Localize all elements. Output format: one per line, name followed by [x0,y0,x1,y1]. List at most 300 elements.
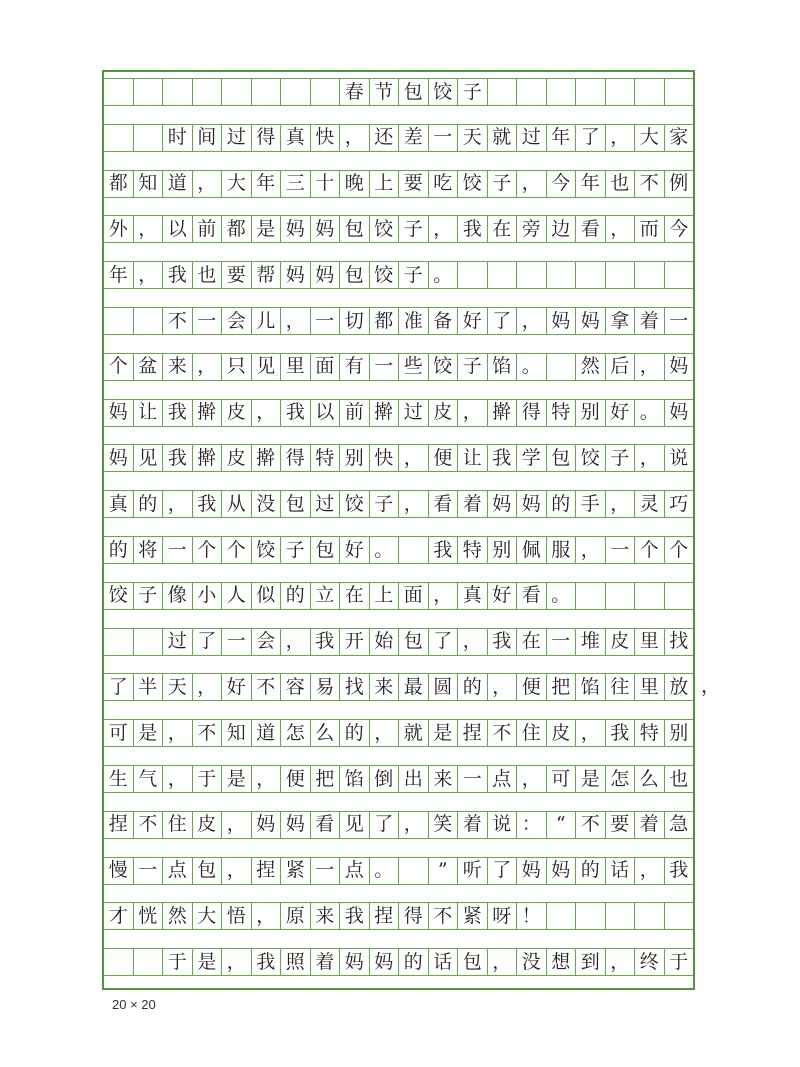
grid-cell: 了 [488,858,518,884]
grid-cell [104,629,134,655]
grid-cell: 的 [340,720,370,746]
grid-cell: 的 [399,949,429,975]
grid-cell: 来 [311,903,341,929]
grid-cell: 以 [311,400,341,426]
grid-cell: 擀 [488,400,518,426]
grid-cell: 见 [340,812,370,838]
grid-cell [488,262,518,288]
grid-cell: 急 [669,813,689,836]
grid-cell: 怎 [281,720,311,746]
grid-cell: 有 [340,354,370,380]
grid-cell: 便 [517,674,547,700]
grid-cell [606,903,636,929]
grid-cell: 包 [399,79,429,105]
grid-cell [576,903,606,929]
grid-cell: 年 [547,125,577,151]
grid-cell [488,79,518,105]
grid-cell [635,79,665,105]
grid-cell: 想 [547,949,577,975]
grid-cell: ： [517,812,547,838]
grid-cell: 是 [576,766,606,792]
grid-cell: 面 [399,583,429,609]
grid-cell: 特 [311,445,341,471]
grid-cell: 的 [458,674,488,700]
grid-cell: 个 [669,538,689,561]
grid-cell: ， [606,216,636,242]
grid-cell: 学 [517,445,547,471]
grid-cell: 悟 [222,903,252,929]
grid-cell: 一 [222,629,252,655]
grid-cell: ， [576,720,606,746]
grid-cell: 着 [635,308,665,334]
grid-cell: 晚 [340,171,370,197]
grid-cell: 妈 [488,491,518,517]
grid-cell [517,262,547,288]
grid-cell: 皮 [429,400,459,426]
grid-cell: 准 [399,308,429,334]
grid-cell: 过 [399,400,429,426]
grid-cell: 里 [635,674,665,700]
grid-cell: 里 [281,354,311,380]
grid-cell: 天 [458,125,488,151]
grid-cell: 从 [222,491,252,517]
grid-cell: 子 [488,171,518,197]
grid-cell: 我 [488,629,518,655]
grid-cell: 不 [488,720,518,746]
grid-cell: 妈 [311,216,341,242]
grid-cell: 就 [488,125,518,151]
grid-cell: ， [281,308,311,334]
grid-size-label: 20 × 20 [112,997,156,1012]
grid-cell: 子 [399,216,429,242]
grid-cell: 真 [458,583,488,609]
grid-cell: 一 [311,858,341,884]
grid-cell: ， [517,171,547,197]
grid-cell [458,262,488,288]
grid-cell: 点 [340,858,370,884]
grid-cell: 紧 [281,858,311,884]
grid-cell: 包 [458,949,488,975]
grid-cell: 捏 [252,858,282,884]
grid-cell: 灵 [635,491,665,517]
grid-cell: 可 [547,766,577,792]
grid-cell: 饺 [370,262,400,288]
grid-cell: 一 [370,354,400,380]
grid-cell: 了 [429,629,459,655]
grid-cell: 都 [104,171,134,197]
grid-cell: ， [429,583,459,609]
grid-cell: 包 [340,262,370,288]
grid-cell: 边 [547,216,577,242]
grid-cell [104,308,134,334]
grid-cell: 一 [193,308,223,334]
grid-cell: 别 [488,537,518,563]
grid-cell: 着 [311,949,341,975]
grid-cell: 开 [340,629,370,655]
grid-cell: 小 [193,583,223,609]
grid-cell: 一 [547,629,577,655]
grid-row [104,582,693,610]
grid-cell: ， [606,491,636,517]
grid-cell: 我 [252,949,282,975]
grid-cell [576,583,606,609]
grid-cell: 好 [340,537,370,563]
grid-cell: 天 [163,674,193,700]
grid-cell: ， [252,400,282,426]
grid-cell [134,125,164,151]
grid-cell: 一 [458,766,488,792]
grid-cell: 要 [222,262,252,288]
grid-cell: ， [252,903,282,929]
grid-cell: 节 [370,79,400,105]
grid-cell: 妈 [104,400,134,426]
grid-cell: 的 [104,537,134,563]
grid-cell: 点 [163,858,193,884]
grid-cell: 子 [458,354,488,380]
grid-cell: ， [606,949,636,975]
grid-cell: 见 [252,354,282,380]
grid-cell: 终 [635,949,665,975]
writing-grid-sheet [102,70,695,990]
grid-cell: ， [517,308,547,334]
grid-cell: 着 [458,491,488,517]
grid-cell: 不 [252,674,282,700]
grid-cell: 帮 [252,262,282,288]
grid-cell [134,308,164,334]
grid-cell: 例 [669,172,689,195]
grid-cell: ！ [517,903,547,929]
grid-cell [134,949,164,975]
grid-cell: 我 [340,903,370,929]
grid-cell: 馅 [340,766,370,792]
grid-cell [635,262,665,288]
grid-cell: 子 [370,491,400,517]
grid-cell: 。 [635,400,665,426]
grid-cell: ， [517,766,547,792]
grid-cell: 易 [311,674,341,700]
grid-cell [163,79,193,105]
grid-cell [606,79,636,105]
grid-cell: ， [606,125,636,151]
grid-cell: ， [222,949,252,975]
grid-cell: 圆 [429,674,459,700]
grid-cell [547,354,577,380]
grid-cell: 我 [281,400,311,426]
grid-cell: 么 [635,766,665,792]
grid-cell: 话 [429,949,459,975]
grid-cell: 包 [281,491,311,517]
grid-cell: 了 [576,125,606,151]
grid-cell: 也 [193,262,223,288]
grid-cell: 今 [547,171,577,197]
grid-cell: 不 [193,720,223,746]
grid-cell: 妈 [370,949,400,975]
grid-cell: 妈 [669,401,689,424]
grid-cell: 容 [281,674,311,700]
grid-cell: 于 [163,949,193,975]
grid-cell: 看 [429,491,459,517]
grid-cell: 差 [399,125,429,151]
grid-cell: 后 [606,354,636,380]
grid-row [104,307,693,335]
grid-cell: ， [399,812,429,838]
grid-cell [399,537,429,563]
grid-cell: 个 [222,537,252,563]
grid-cell: 皮 [606,629,636,655]
grid-cell: 得 [252,125,282,151]
grid-cell: ， [222,858,252,884]
grid-cell: 。 [370,858,400,884]
grid-cell: 住 [163,812,193,838]
grid-cell: 妈 [547,858,577,884]
grid-cell: ， [193,171,223,197]
grid-cell [399,858,429,884]
grid-cell: 找 [340,674,370,700]
grid-cell [576,262,606,288]
grid-cell: ， [635,858,665,884]
grid-cell: 得 [281,445,311,471]
grid-cell: 的 [281,583,311,609]
grid-cell [635,583,665,609]
grid-cell: 气 [134,766,164,792]
grid-cell: 妈 [576,308,606,334]
grid-cell: 饺 [104,583,134,609]
grid-cell: 。 [517,354,547,380]
grid-cell: ， [635,445,665,471]
grid-cell: 妈 [252,812,282,838]
grid-cell: 盆 [134,354,164,380]
grid-cell: 了 [488,308,518,334]
grid-cell: 好 [222,674,252,700]
grid-cell: 像 [163,583,193,609]
grid-cell: 似 [252,583,282,609]
grid-cell: 过 [222,125,252,151]
grid-cell: 真 [104,491,134,517]
grid-cell: 巧 [669,492,689,515]
grid-cell: 前 [193,216,223,242]
grid-cell: “ [547,812,577,838]
grid-cell: 间 [193,125,223,151]
grid-cell: 包 [547,445,577,471]
grid-row [104,261,693,289]
grid-cell: 于 [669,950,689,973]
grid-cell: 一 [669,309,689,332]
grid-cell: 过 [163,629,193,655]
grid-cell: 子 [281,537,311,563]
grid-cell: 怎 [606,766,636,792]
grid-cell: 好 [458,308,488,334]
grid-cell: 三 [281,171,311,197]
grid-cell: 住 [517,720,547,746]
grid-cell: 立 [311,583,341,609]
grid-cell: 捏 [458,720,488,746]
grid-cell: 不 [163,308,193,334]
grid-cell: 佩 [517,537,547,563]
grid-cell: 最 [399,674,429,700]
grid-row [104,902,693,930]
grid-cell: 今 [669,217,689,240]
grid-cell: ， [399,491,429,517]
grid-cell: 来 [370,674,400,700]
grid-cell: 让 [458,445,488,471]
grid-cell: 只 [222,354,252,380]
grid-cell [606,262,636,288]
grid-cell: ， [399,445,429,471]
grid-cell [665,583,694,609]
grid-cell: 是 [193,949,223,975]
grid-cell: 子 [399,262,429,288]
grid-cell: 找 [669,630,689,653]
grid-cell: ， [429,216,459,242]
grid-cell: 听 [458,858,488,884]
grid-row [104,215,693,243]
grid-cell [222,79,252,105]
grid-cell: 我 [163,262,193,288]
grid-cell: 要 [399,171,429,197]
grid-cell: 备 [429,308,459,334]
grid-cell [517,79,547,105]
grid-cell: 一 [311,308,341,334]
grid-cell: 擀 [193,400,223,426]
grid-cell: 了 [104,674,134,700]
grid-cell: 着 [458,812,488,838]
grid-cell: 看 [517,583,547,609]
grid-cell [576,79,606,105]
grid-cell [104,125,134,151]
grid-cell: 看 [576,216,606,242]
grid-cell: 紧 [458,903,488,929]
grid-cell: 十 [311,171,341,197]
grid-cell: 上 [370,171,400,197]
grid-cell: 子 [606,445,636,471]
grid-cell: 人 [222,583,252,609]
grid-cell: 要 [606,812,636,838]
grid-cell: 到 [576,949,606,975]
grid-cell: 妈 [517,491,547,517]
grid-cell: 包 [193,858,223,884]
grid-cell: 然 [576,354,606,380]
grid-cell: 饺 [458,171,488,197]
grid-cell: 将 [134,537,164,563]
grid-cell: 快 [370,445,400,471]
grid-cell: 年 [576,171,606,197]
grid-row [104,353,693,381]
grid-cell: 上 [370,583,400,609]
grid-cell: 包 [311,537,341,563]
grid-cell: 把 [547,674,577,700]
grid-cell: 吃 [429,171,459,197]
grid-cell: 妈 [340,949,370,975]
grid-cell: ， [252,766,282,792]
grid-cell: 然 [163,903,193,929]
grid-cell: 往 [606,674,636,700]
grid-cell: 可 [104,720,134,746]
grid-cell: 半 [134,674,164,700]
grid-cell: 个 [193,537,223,563]
grid-cell: 我 [311,629,341,655]
grid-cell: 着 [635,812,665,838]
grid-cell: 我 [193,491,223,517]
grid-cell: ， [193,354,223,380]
grid-cell: 皮 [222,445,252,471]
grid-cell: 而 [635,216,665,242]
grid-cell: 道 [252,720,282,746]
grid-cell: 快 [311,125,341,151]
grid-cell: ， [281,629,311,655]
grid-cell: 皮 [193,812,223,838]
grid-cell: ， [340,125,370,151]
grid-cell: ， [134,262,164,288]
grid-cell: 是 [134,720,164,746]
grid-cell: ， [458,400,488,426]
grid-cell [104,79,134,105]
grid-cell: 捏 [104,812,134,838]
grid-cell: ， [488,949,518,975]
grid-cell: 才 [104,903,134,929]
grid-cell: 一 [134,858,164,884]
grid-cell: 在 [488,216,518,242]
grid-cell: 妈 [104,445,134,471]
grid-row [104,170,693,198]
grid-cell [281,79,311,105]
margin-overflow-comma: ， [701,675,721,698]
grid-cell: 知 [134,171,164,197]
grid-cell: 别 [669,721,689,744]
grid-cell: 妈 [281,262,311,288]
grid-cell: 饺 [576,445,606,471]
grid-cell: 我 [606,720,636,746]
grid-cell: 点 [488,766,518,792]
grid-cell [252,79,282,105]
grid-row [104,765,693,793]
grid-cell: 特 [635,720,665,746]
grid-cell: 饺 [340,491,370,517]
grid-cell: 是 [252,216,282,242]
grid-cell: 包 [399,629,429,655]
grid-cell: 切 [340,308,370,334]
grid-cell: 话 [606,858,636,884]
grid-cell: 服 [547,537,577,563]
grid-cell: 不 [429,903,459,929]
grid-cell: 我 [669,859,689,882]
grid-cell: ， [488,674,518,700]
grid-cell: ， [163,720,193,746]
grid-cell: 的 [134,491,164,517]
grid-cell: 来 [429,766,459,792]
grid-cell: 也 [606,171,636,197]
grid-cell: 照 [281,949,311,975]
grid-cell: 便 [429,445,459,471]
grid-cell: 包 [340,216,370,242]
grid-cell: 真 [281,125,311,151]
grid-cell: 过 [311,491,341,517]
grid-cell: 知 [222,720,252,746]
grid-cell: 春 [340,79,370,105]
grid-cell: 些 [399,354,429,380]
grid-cell: ， [163,766,193,792]
grid-cell: 手 [576,491,606,517]
grid-cell: 别 [340,445,370,471]
grid-cell: ， [163,491,193,517]
grid-cell: 前 [340,400,370,426]
grid-cell: 特 [547,400,577,426]
grid-cell: 倒 [370,766,400,792]
grid-cell: 的 [547,491,577,517]
grid-cell: 笑 [429,812,459,838]
grid-cell: 说 [669,446,689,469]
grid-row [104,857,693,885]
grid-cell: 一 [163,537,193,563]
